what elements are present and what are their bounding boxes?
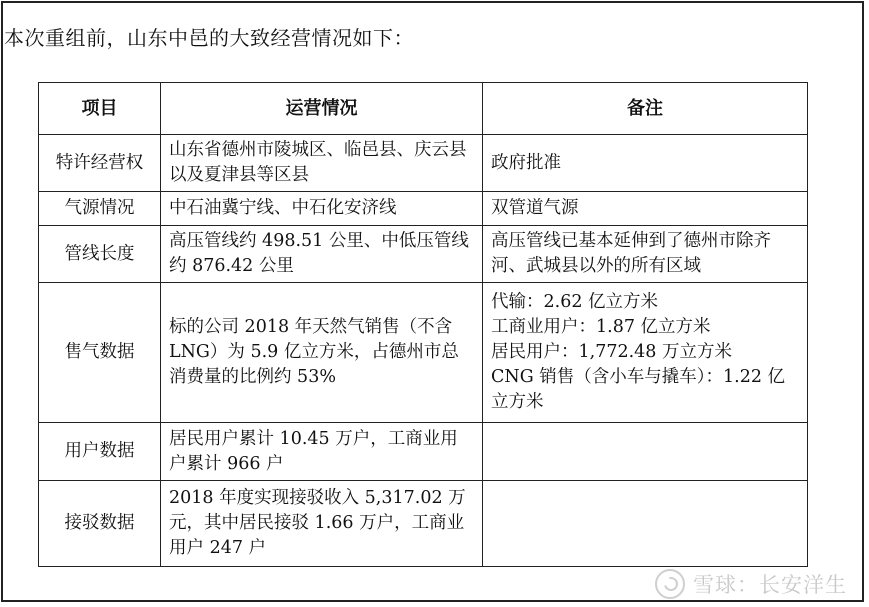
snowball-logo-icon: [655, 569, 685, 599]
note-line: 双管道气源: [491, 198, 579, 218]
note-line: 工商业用户：1.87 亿立方米: [491, 317, 711, 337]
note-line: 高压管线已基本延伸到了德州市除齐河、武城县以外的所有区域: [491, 231, 771, 276]
watermark: [655, 569, 847, 599]
note-line: CNG 销售（含小车与撬车）：1.22 亿立方米: [491, 367, 786, 412]
row-notes-cell: [483, 283, 808, 423]
table-row: [39, 192, 808, 226]
table-row: [39, 283, 808, 423]
row-notes-cell: [483, 481, 808, 567]
row-operations-cell: 高压管线约 498.51 公里、中低压管线约 876.42 公里: [161, 226, 483, 283]
table-row: [39, 481, 808, 567]
row-item-label: 用户数据: [39, 423, 161, 481]
table-row: [39, 423, 808, 481]
note-line: 代输：2.62 亿立方米: [491, 292, 659, 312]
row-item-label: 特许经营权: [39, 135, 161, 192]
header-notes: 备注: [483, 83, 808, 135]
row-item-label: 气源情况: [39, 192, 161, 226]
note-line: 居民用户：1,772.48 万立方米: [491, 342, 732, 362]
operations-table: [38, 82, 808, 567]
row-operations-cell: 2018 年度实现接驳收入 5,317.02 万元，其中居民接驳 1.66 万户，工商业用户 247 户: [161, 481, 483, 567]
row-item-label: 接驳数据: [39, 481, 161, 567]
row-operations-cell: 中石油冀宁线、中石化安济线: [161, 192, 483, 226]
row-item-label: 售气数据: [39, 283, 161, 423]
note-line: 政府批准: [491, 152, 561, 173]
row-notes-cell: [483, 192, 808, 226]
table-row: [39, 135, 808, 192]
table-row: [39, 226, 808, 283]
header-item: 项目: [39, 83, 161, 135]
row-notes-cell: [483, 226, 808, 283]
intro-text: 本次重组前，山东中邑的大致经营情况如下：: [4, 26, 414, 50]
row-operations-cell: 山东省德州市陵城区、临邑县、庆云县以及夏津县等区县: [161, 135, 483, 192]
header-operations: 运营情况: [161, 83, 483, 135]
row-operations-cell: 标的公司 2018 年天然气销售（不含 LNG）为 5.9 亿立方米，占德州市总消费量的比例约 53%: [161, 283, 483, 423]
row-notes-cell: [483, 423, 808, 481]
row-notes-cell: [483, 135, 808, 192]
watermark-text: 雪球：长安洋生: [693, 573, 847, 597]
table-header-row: [39, 83, 808, 135]
row-item-label: 管线长度: [39, 226, 161, 283]
row-operations-cell: 居民用户累计 10.45 万户，工商业用户累计 966 户: [161, 423, 483, 481]
